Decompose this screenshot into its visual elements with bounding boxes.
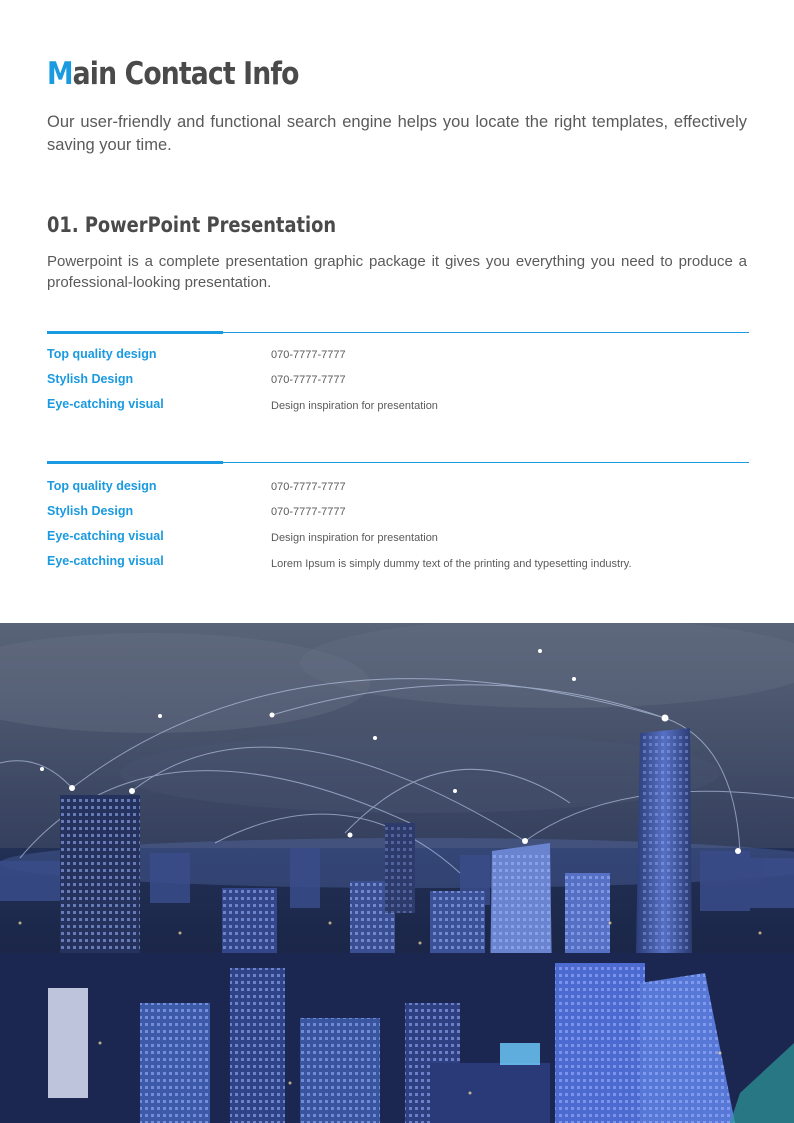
page-title — [47, 56, 299, 92]
night-city-photo — [0, 623, 794, 1123]
table-rule-accent — [47, 461, 223, 464]
row-label: Top quality design — [47, 347, 157, 361]
table-row — [47, 397, 749, 417]
table-row — [47, 479, 749, 499]
contact-table-2 — [47, 461, 749, 581]
table-row — [47, 504, 749, 524]
row-value: Design inspiration for presentation — [271, 532, 438, 544]
title-rest: ain Contact Info — [72, 56, 299, 92]
section-body: Powerpoint is a complete presentation graphic package it gives you everything you need to produce a professional-looking presentation. — [47, 253, 747, 291]
title-initial: M — [47, 56, 73, 92]
section-heading: 01. PowerPoint Presentation — [47, 213, 337, 237]
table-row — [47, 529, 749, 549]
table-row — [47, 554, 749, 574]
table-row — [47, 347, 749, 367]
row-label: Eye-catching visual — [47, 397, 164, 411]
row-value: 070-7777-7777 — [271, 506, 346, 518]
row-value: 070-7777-7777 — [271, 481, 346, 493]
table-rule-accent — [47, 331, 223, 334]
row-label: Eye-catching visual — [47, 529, 164, 543]
row-label: Top quality design — [47, 479, 157, 493]
table-row — [47, 372, 749, 392]
row-value: 070-7777-7777 — [271, 374, 346, 386]
row-value: Design inspiration for presentation — [271, 400, 438, 412]
row-label: Stylish Design — [47, 372, 134, 386]
row-value: 070-7777-7777 — [271, 349, 346, 361]
intro-paragraph: Our user-friendly and functional search engine helps you locate the right templates, effectively saving your time. — [47, 113, 747, 154]
row-label: Stylish Design — [47, 504, 134, 518]
row-value: Lorem Ipsum is simply dummy text of the printing and typesetting industry. — [271, 558, 632, 570]
contact-table-1 — [47, 331, 749, 421]
row-label: Eye-catching visual — [47, 554, 164, 568]
